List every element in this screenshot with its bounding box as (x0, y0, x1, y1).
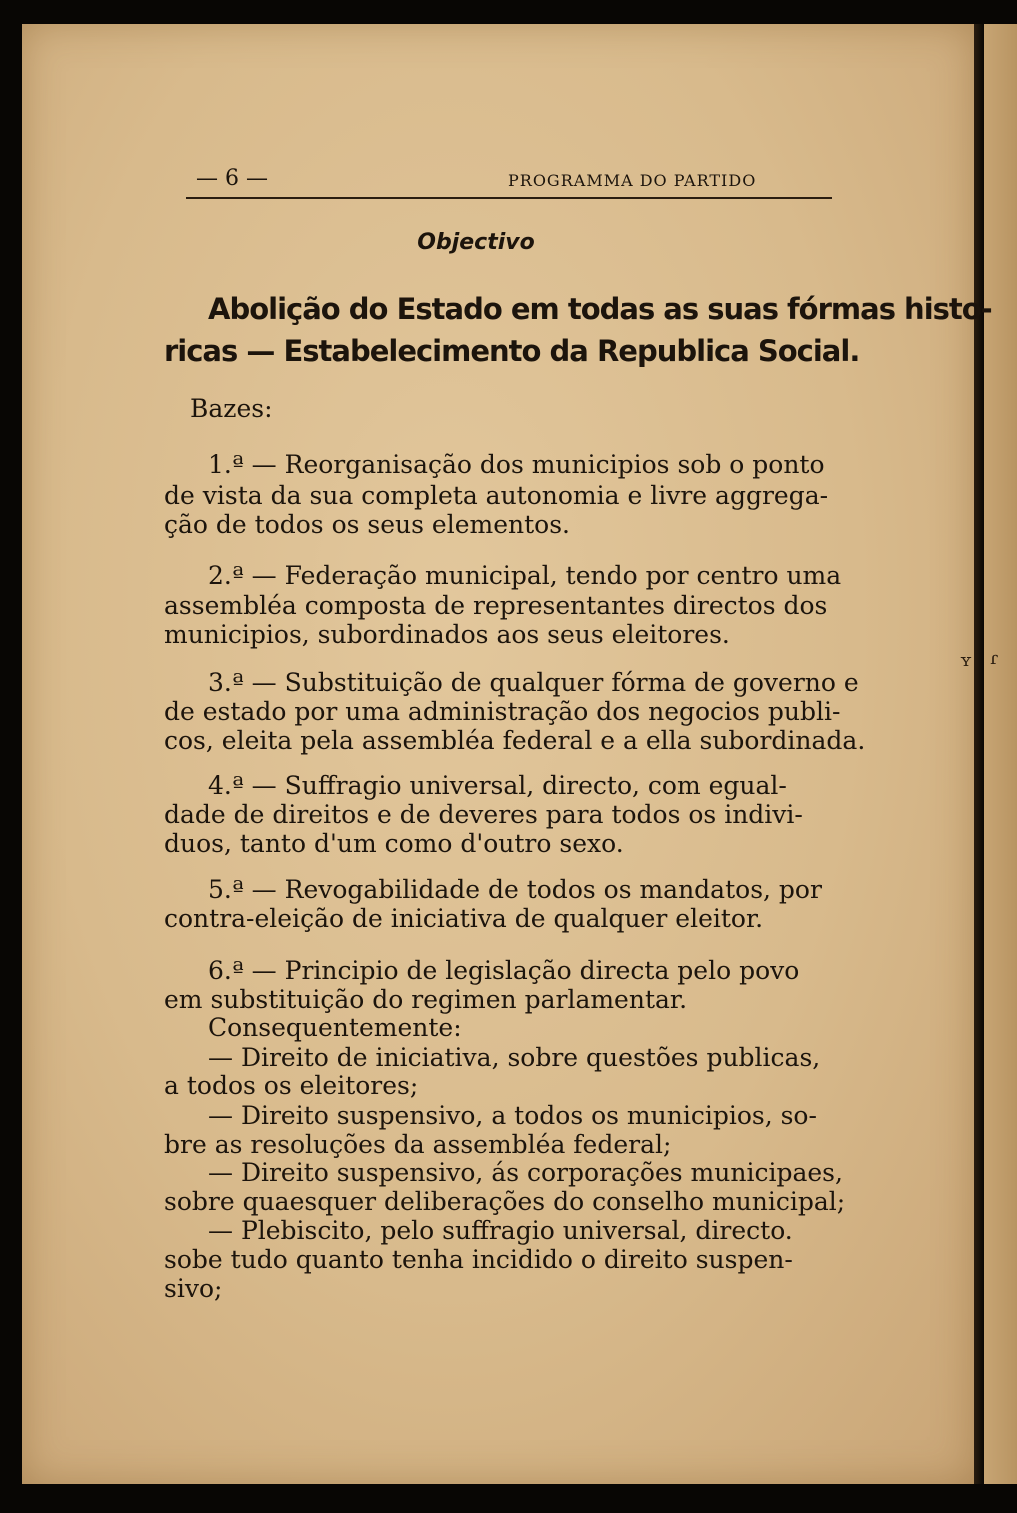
margin-mark: ʏ (960, 650, 972, 671)
bases-label: Bazes: (190, 394, 273, 423)
body-line: a todos os eleitores; (164, 1071, 419, 1100)
body-line: cos, eleita pela assembléa federal e a ella subordinada. (164, 726, 866, 755)
body-line: ção de todos os seus elementos. (164, 510, 570, 539)
body-line: — Direito suspensivo, ás corporações municipaes, (208, 1158, 843, 1187)
page-number: — 6 — (196, 166, 268, 191)
running-title: PROGRAMMA DO PARTIDO (508, 171, 757, 190)
body-line: assembléa composta de representantes directos dos (164, 591, 828, 620)
body-line: Consequentemente: (208, 1013, 462, 1042)
headline-line: Abolição do Estado em todas as suas fórmas histo- (208, 292, 992, 326)
body-line: 1.ª — Reorganisação dos municipios sob o ponto (208, 450, 825, 479)
body-line: sivo; (164, 1274, 223, 1303)
body-line: sobre quaesquer deliberações do conselho municipal; (164, 1187, 846, 1216)
section-title: Objectivo (417, 230, 535, 255)
body-line: 4.ª — Suffragio universal, directo, com egual- (208, 771, 787, 800)
body-line: bre as resoluções da assembléa federal; (164, 1130, 672, 1159)
body-line: — Direito de iniciativa, sobre questões publicas, (208, 1043, 821, 1072)
body-line: contra-eleição de iniciativa de qualquer eleitor. (164, 904, 764, 933)
body-line: 6.ª — Principio de legislação directa pelo povo (208, 956, 800, 985)
body-line: municipios, subordinados aos seus eleitores. (164, 620, 730, 649)
body-line: 5.ª — Revogabilidade de todos os mandatos, por (208, 875, 822, 904)
body-line: em substituição do regimen parlamentar. (164, 985, 688, 1014)
header-rule (186, 197, 832, 199)
headline-line: ricas — Estabelecimento da Republica Social. (164, 334, 860, 368)
book-gutter (974, 24, 984, 1484)
body-line: — Plebiscito, pelo suffragio universal, directo. (208, 1216, 793, 1245)
adjacent-page-edge (984, 24, 1017, 1484)
body-line: dade de direitos e de deveres para todos os indivi- (164, 800, 803, 829)
body-line: — Direito suspensivo, a todos os municipios, so- (208, 1101, 817, 1130)
body-line: duos, tanto d'um como d'outro sexo. (164, 829, 624, 858)
body-line: 3.ª — Substituição de qualquer fórma de governo e (208, 668, 859, 697)
body-line: de estado por uma administração dos negocios publi- (164, 697, 841, 726)
body-line: 2.ª — Federação municipal, tendo por centro uma (208, 561, 842, 590)
body-line: sobe tudo quanto tenha incidido o direito suspen- (164, 1245, 793, 1274)
body-line: de vista da sua completa autonomia e livre aggrega- (164, 481, 829, 510)
margin-mark: ɾ (990, 648, 999, 669)
